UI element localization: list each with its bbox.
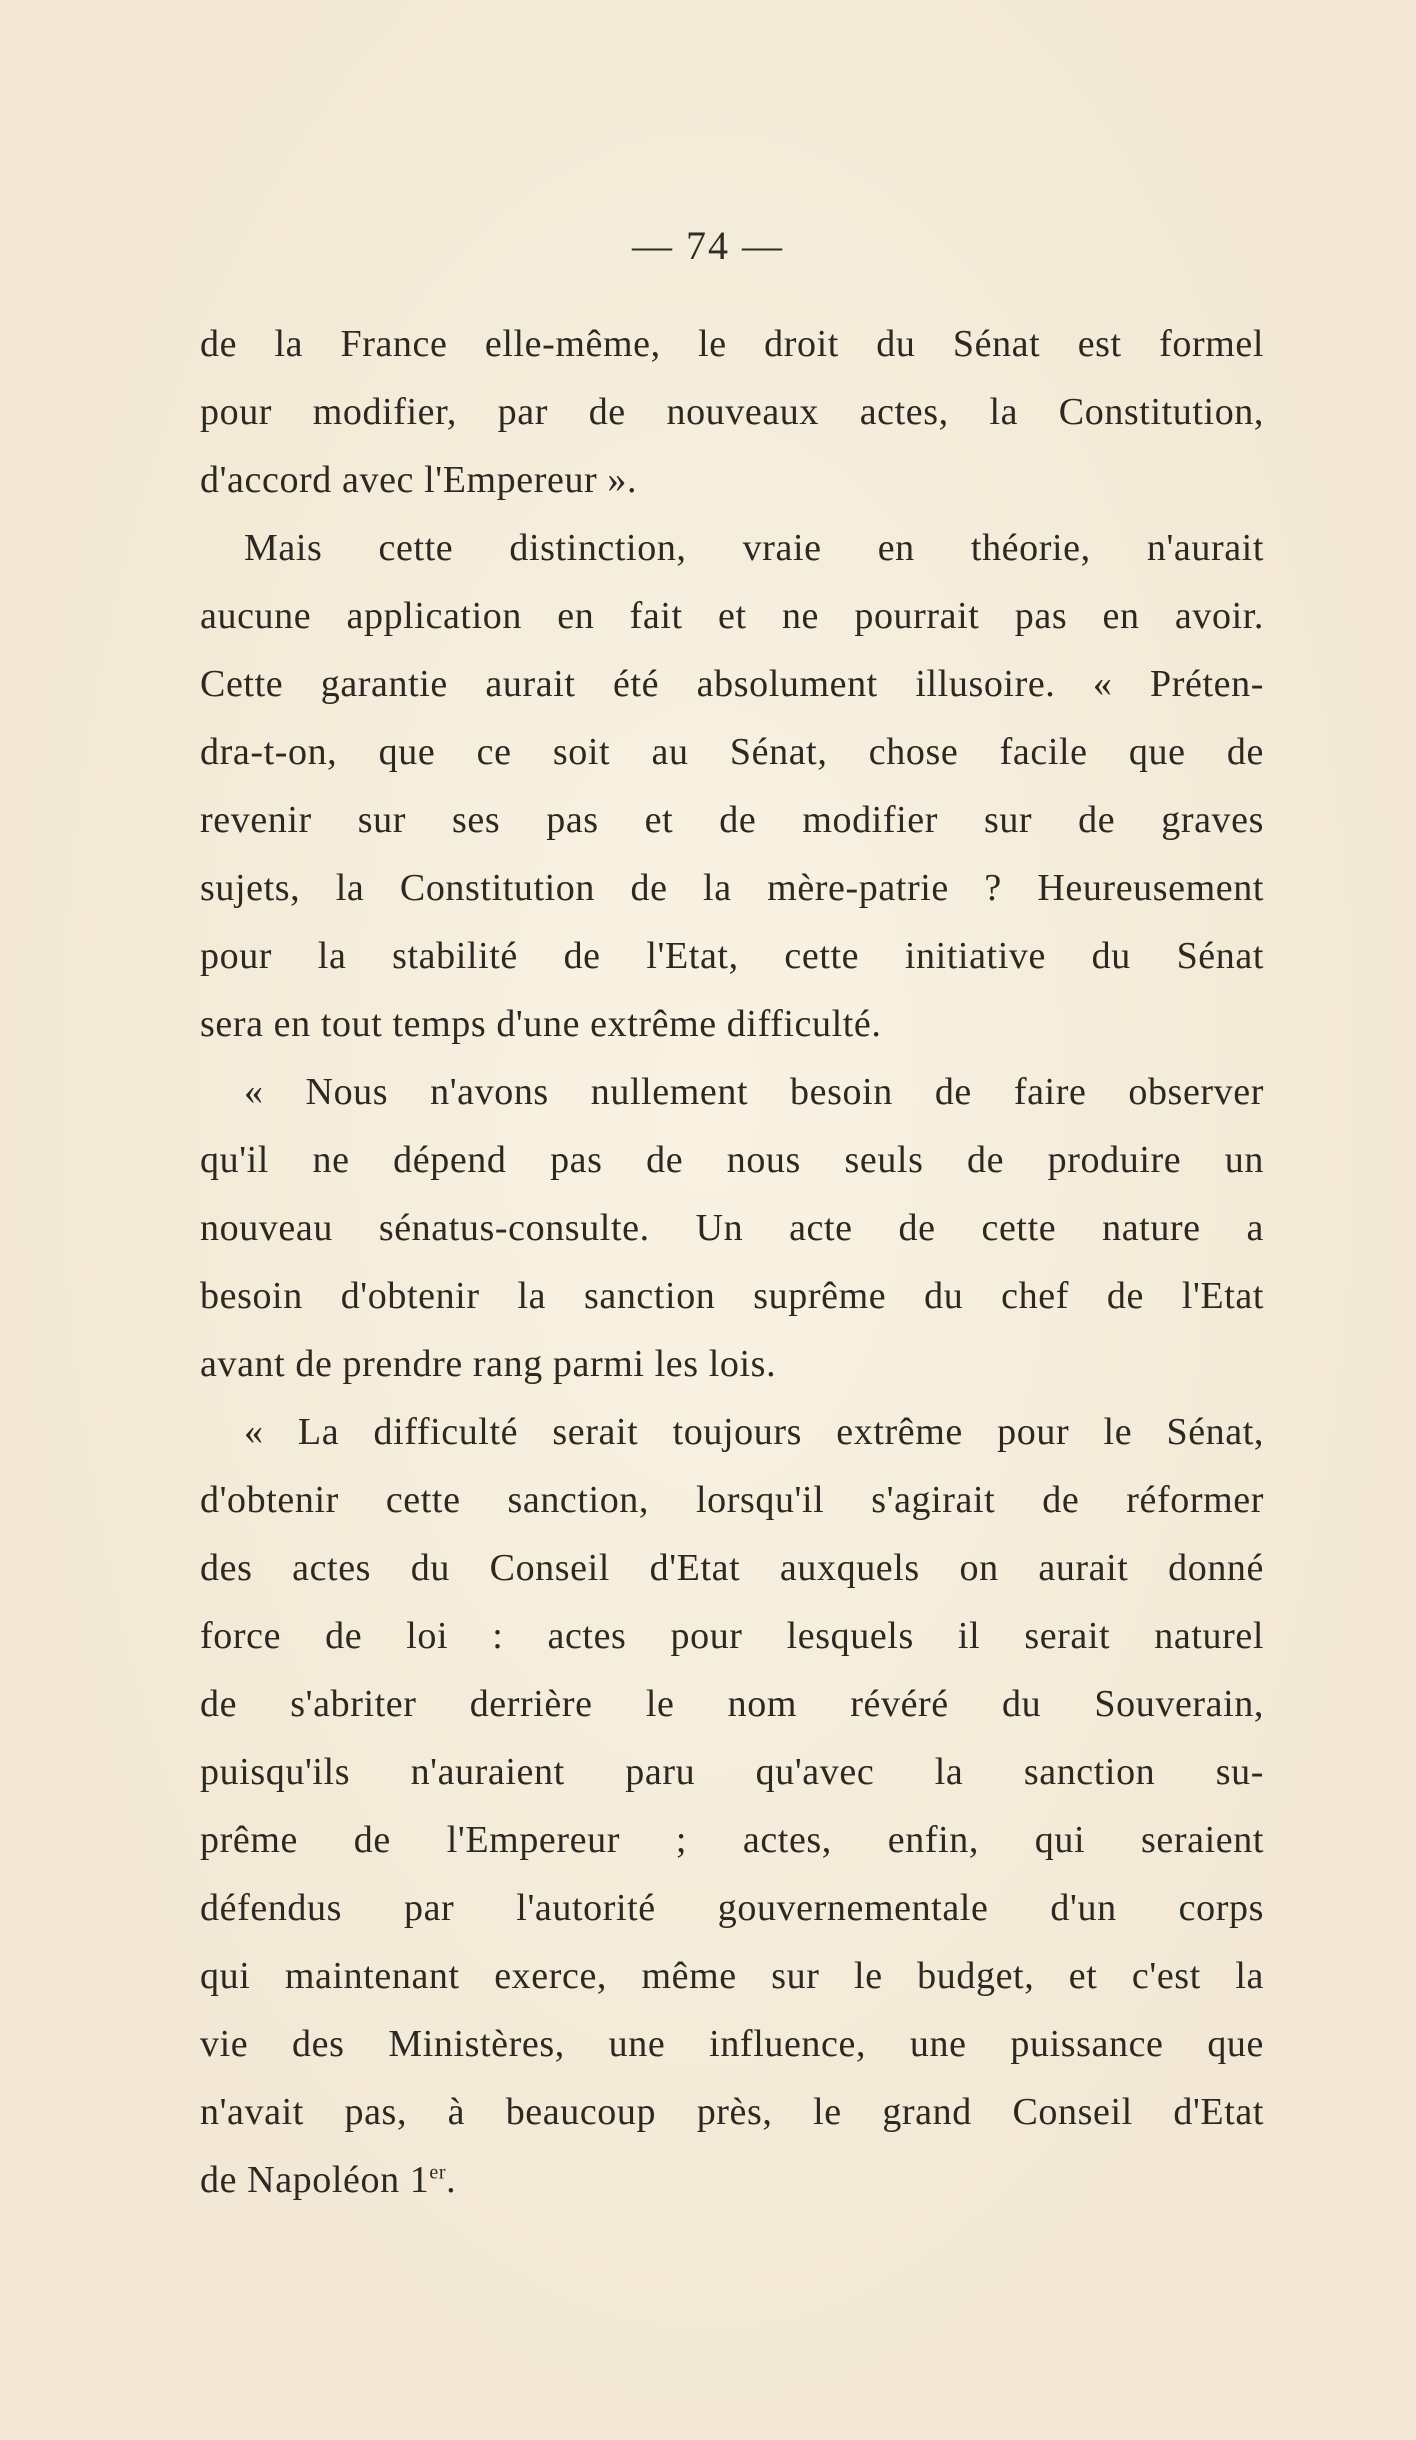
text-line-content: de la France elle-même, le droit du Sénat est formel — [200, 323, 1264, 365]
text-line — [200, 2078, 1264, 2146]
page-number: — 74 — — [632, 223, 784, 268]
text-line-content: force de loi : actes pour lesquels il serait naturel — [200, 1615, 1264, 1657]
text-line — [200, 1738, 1264, 1806]
text-line — [200, 1466, 1264, 1534]
text-line — [200, 1330, 1264, 1398]
text-line-content: « La difficulté serait toujours extrême pour le Sénat, — [244, 1411, 1264, 1453]
text-line-content: défendus par l'autorité gouvernementale d'un corps — [200, 1887, 1264, 1929]
superscript: er — [429, 2161, 447, 2184]
body-text — [200, 310, 1264, 2214]
text-line — [200, 1670, 1264, 1738]
text-line-content: dra-t-on, que ce soit au Sénat, chose facile que de — [200, 731, 1264, 773]
text-line — [200, 446, 1264, 514]
text-line — [200, 854, 1264, 922]
text-line-content: aucune application en fait et ne pourrait pas en avoir. — [200, 595, 1264, 637]
text-line-content: d'obtenir cette sanction, lorsqu'il s'agirait de réformer — [200, 1479, 1264, 1521]
text-line-content: pour la stabilité de l'Etat, cette initiative du Sénat — [200, 935, 1264, 977]
text-line-content: de Napoléon 1 — [200, 2159, 430, 2201]
text-line — [200, 378, 1264, 446]
text-line — [200, 2146, 1264, 2214]
text-line-content: besoin d'obtenir la sanction suprême du chef de l'Etat — [200, 1275, 1264, 1317]
text-line — [200, 310, 1264, 378]
text-line — [200, 990, 1264, 1058]
text-line — [200, 1398, 1264, 1466]
text-line-content: puisqu'ils n'auraient paru qu'avec la sanction su- — [200, 1751, 1264, 1793]
text-line-content: de s'abriter derrière le nom révéré du Souverain, — [200, 1683, 1264, 1725]
text-line — [200, 1262, 1264, 1330]
text-line-content: n'avait pas, à beaucoup près, le grand Conseil d'Etat — [200, 2091, 1264, 2133]
text-line-content: revenir sur ses pas et de modifier sur de graves — [200, 799, 1264, 841]
text-line-content: d'accord avec l'Empereur ». — [200, 459, 638, 501]
text-line — [200, 1602, 1264, 1670]
text-line-content: qu'il ne dépend pas de nous seuls de produire un — [200, 1139, 1264, 1181]
text-line-content: « Nous n'avons nullement besoin de faire observer — [244, 1071, 1264, 1113]
text-line-content: sujets, la Constitution de la mère-patrie ? Heureusement — [200, 867, 1264, 909]
text-line — [200, 1126, 1264, 1194]
text-line-content: sera en tout temps d'une extrême difficulté. — [200, 1003, 882, 1045]
text-line — [200, 514, 1264, 582]
text-line — [200, 1942, 1264, 2010]
text-line-content: des actes du Conseil d'Etat auxquels on aurait donné — [200, 1547, 1264, 1589]
text-line-content: vie des Ministères, une influence, une puissance que — [200, 2023, 1264, 2065]
text-line — [200, 718, 1264, 786]
text-line-content: avant de prendre rang parmi les lois. — [200, 1343, 777, 1385]
text-line — [200, 582, 1264, 650]
text-line-content: pour modifier, par de nouveaux actes, la Constitution, — [200, 391, 1264, 433]
text-line — [200, 1534, 1264, 1602]
text-line-tail: . — [446, 2159, 457, 2201]
text-line — [200, 922, 1264, 990]
text-line — [200, 1058, 1264, 1126]
text-line-content: Cette garantie aurait été absolument illusoire. « Préten- — [200, 663, 1264, 705]
text-line — [200, 2010, 1264, 2078]
text-line — [200, 786, 1264, 854]
text-line-content: nouveau sénatus-consulte. Un acte de cette nature a — [200, 1207, 1264, 1249]
text-line — [200, 650, 1264, 718]
text-line-content: prême de l'Empereur ; actes, enfin, qui seraient — [200, 1819, 1264, 1861]
text-line-content: qui maintenant exerce, même sur le budget, et c'est la — [200, 1955, 1264, 1997]
text-line — [200, 1806, 1264, 1874]
text-line — [200, 1194, 1264, 1262]
text-line-content: Mais cette distinction, vraie en théorie, n'aurait — [244, 527, 1264, 569]
text-line — [200, 1874, 1264, 1942]
